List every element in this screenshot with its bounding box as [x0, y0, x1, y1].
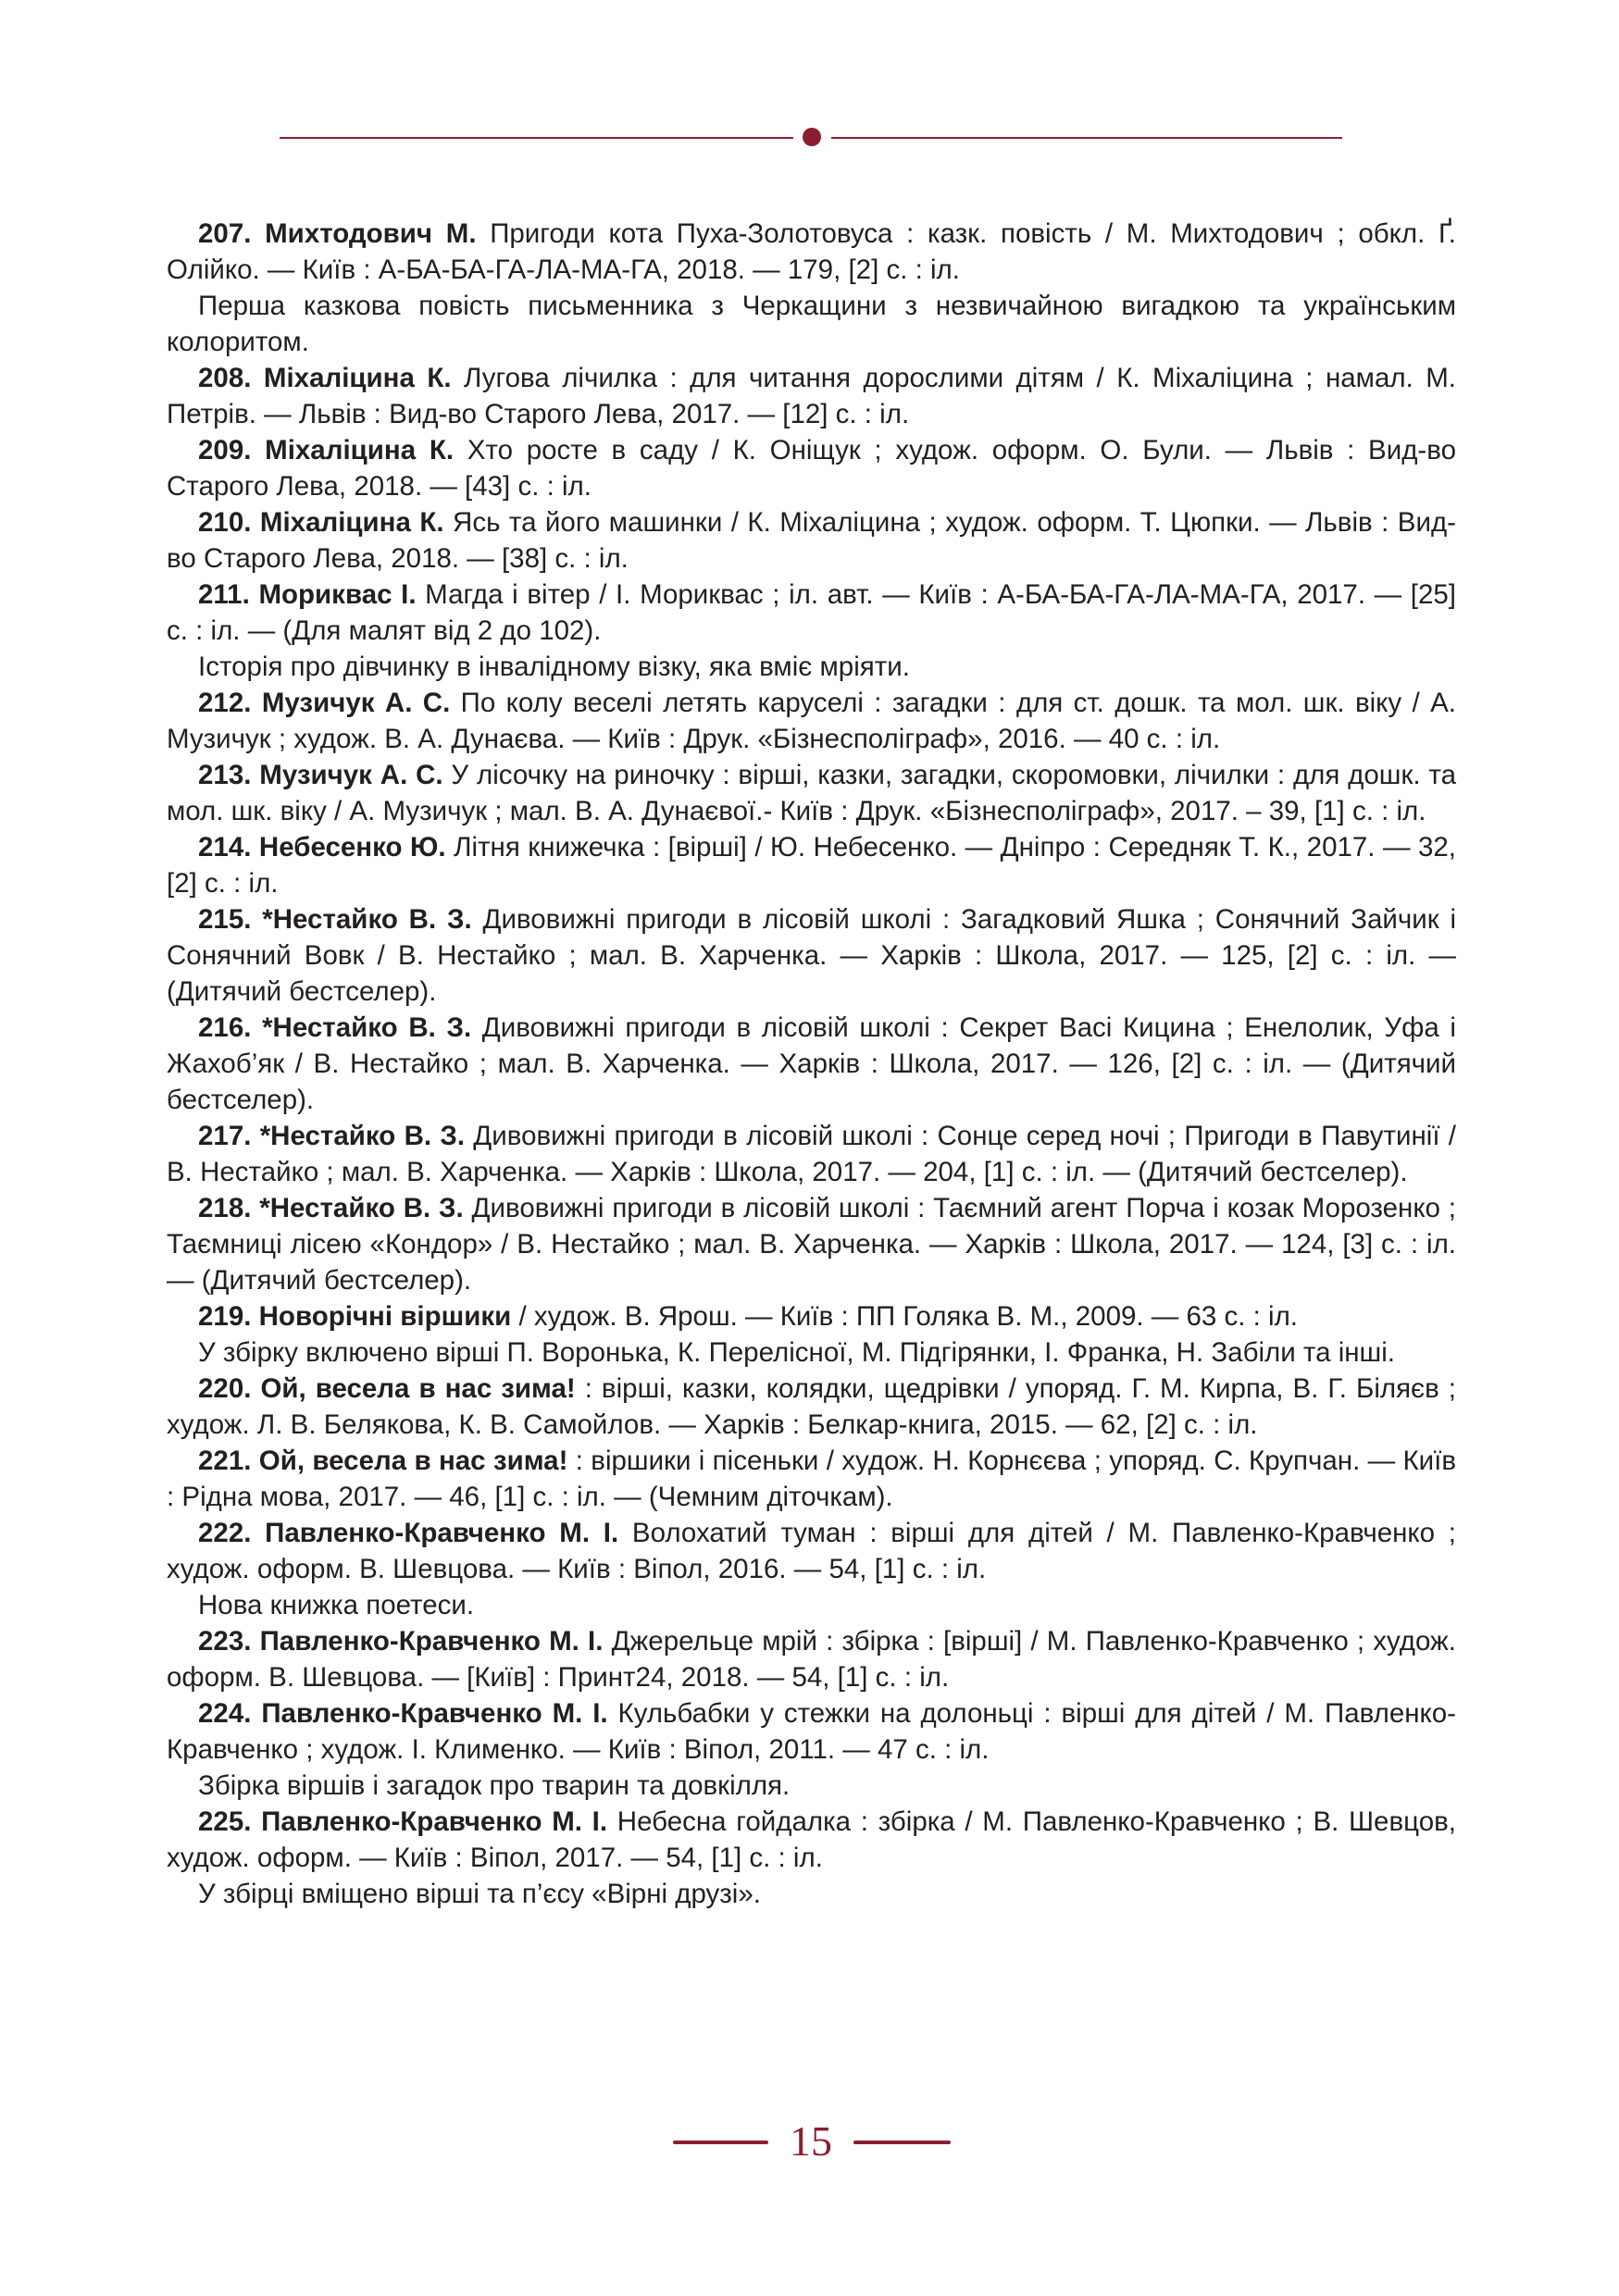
- bibliography-entry: [167, 577, 1456, 685]
- entry-author: *Нестайко В. З.: [262, 1012, 472, 1043]
- entry-author: *Нестайко В. З.: [262, 904, 472, 935]
- entry-description: У лісочку на риночку : вірші, казки, загадки, скоромовки, лічилки : для дошк. та мол. шк. віку / А. Музичук ; мал. В. А. Дунаєвої.- Київ : Друк. «Бізнесполіграф», 2017. – 39, [1] с. : іл.: [167, 760, 1456, 826]
- entry-author: Ой, весела в нас зима!: [258, 1446, 568, 1476]
- entry-heading: [198, 1446, 567, 1476]
- entry-author: Музичук А. С.: [261, 688, 451, 718]
- entry-author: Павленко-Кравченко М. І.: [265, 1518, 619, 1548]
- bibliography-entry: [167, 1443, 1456, 1515]
- footer-rule-right: [853, 2141, 951, 2144]
- entry-heading: [198, 832, 446, 863]
- entry-heading: [198, 435, 454, 465]
- header-rule-right: [831, 137, 1342, 139]
- entry-heading: [198, 1012, 471, 1043]
- entry-heading: [198, 760, 443, 790]
- entry-number: 216.: [198, 1012, 252, 1043]
- entry-number: 208.: [198, 363, 252, 393]
- entry-author: Павленко-Кравченко М. І.: [259, 1626, 604, 1657]
- entry-author: Ой, весела в нас зима!: [260, 1373, 576, 1404]
- entry-annotation: Перша казкова повість письменника з Черкащини з незвичайною вигадкою та українським колоритом.: [167, 291, 1456, 357]
- bibliography-entry: [167, 1623, 1456, 1695]
- entry-description: Дивовижні пригоди в лісовій школі : Таємний агент Порча і козак Морозенко ; Таємниці лісею «Кондор» / В. Нестайко ; мал. В. Харченка. — Харків : Школа, 2017. — 124, [3] с. : іл. — (Дитячий бестселер).: [167, 1193, 1456, 1296]
- entry-heading: [198, 218, 477, 249]
- bibliography-entry: [167, 1515, 1456, 1623]
- entry-description: / худож. В. Ярош. — Київ : ПП Голяка В. М., 2009. — 63 с. : іл.: [511, 1301, 1298, 1332]
- entry-citation: [167, 1371, 1456, 1443]
- entry-description: Небесна гойдалка : збірка / М. Павленко-Кравченко ; В. Шевцов, худож. оформ. — Київ : Віпол, 2017. — 54, [1] с. : іл.: [167, 1806, 1456, 1873]
- entry-citation: [167, 685, 1456, 757]
- entry-number: 212.: [198, 688, 252, 718]
- entry-heading: [198, 1626, 603, 1657]
- entry-number: 217.: [198, 1121, 252, 1151]
- entry-author: Новорічні віршики: [258, 1301, 512, 1332]
- entry-author: Мориквас І.: [258, 579, 417, 610]
- bibliography-entry: [167, 1190, 1456, 1298]
- entry-description: Літня книжечка : [вірші] / Ю. Небесенко. — Дніпро : Середняк Т. К., 2017. — 32, [2] с. : іл.: [167, 832, 1456, 899]
- bibliography-entry: [167, 1118, 1456, 1190]
- entry-number: 222.: [198, 1518, 252, 1548]
- bibliography-entry: [167, 685, 1456, 757]
- entry-citation: [167, 577, 1456, 649]
- entry-author: Небесенко Ю.: [258, 832, 446, 863]
- entry-heading: [198, 1806, 607, 1837]
- entry-citation: [167, 829, 1456, 901]
- entry-heading: [198, 904, 472, 935]
- entry-number: 224.: [198, 1698, 252, 1729]
- entry-author: *Нестайко В. З.: [259, 1193, 464, 1223]
- entry-heading: [198, 579, 417, 610]
- entry-number: 214.: [198, 832, 252, 863]
- entry-author: Музичук А. С.: [259, 760, 443, 790]
- bibliography-entry: [167, 216, 1456, 360]
- entry-number: 219.: [198, 1301, 252, 1332]
- entry-author: Міхаліцина К.: [263, 363, 452, 393]
- entry-description: Ясь та його машинки / К. Міхаліцина ; худож. оформ. Т. Цюпки. — Львів : Вид-во Старого Лева, 2018. — [38] с. : іл.: [167, 507, 1456, 574]
- entry-description: Пригоди кота Пуха-Золотовуса : казк. повість / М. Михтодович ; обкл. Ґ. Олійко. — Київ : А-БА-БА-ГА-ЛА-МА-ГА, 2018. — 179, [2] с. : іл.: [167, 218, 1456, 285]
- entry-citation: [167, 1010, 1456, 1118]
- entry-citation: [167, 1515, 1456, 1587]
- bibliography-list: [167, 216, 1456, 1912]
- entry-citation: [167, 757, 1456, 829]
- entry-description: Дивовижні пригоди в лісовій школі : Секрет Васі Кицина ; Енелолик, Уфа і Жахоб’як / В. Нестайко ; мал. В. Харченка. — Харків : Школа, 2017. — 126, [2] с. : іл. — (Дитячий бестселер).: [167, 1012, 1456, 1115]
- entry-author: *Нестайко В. З.: [259, 1121, 466, 1151]
- entry-citation: [167, 1443, 1456, 1515]
- header-ornament: [280, 136, 1342, 140]
- entry-annotation: У збірку включено вірші П. Воронька, К. Перелісної, М. Підгірянки, І. Франка, Н. Забіли та інші.: [198, 1337, 1395, 1368]
- bibliography-entry: [167, 757, 1456, 829]
- bibliography-entry: [167, 1804, 1456, 1912]
- entry-description: Магда і вітер / І. Мориквас ; іл. авт. — Київ : А-БА-БА-ГА-ЛА-МА-ГА, 2017. — [25] с. : іл. — (Для малят від 2 до 102).: [167, 579, 1456, 646]
- entry-citation: [167, 432, 1456, 504]
- entry-description: Кульбабки у стежки на долоньці : вірші для дітей / М. Павленко-Кравченко ; худож. І. Клименко. — Київ : Віпол, 2011. — 47 с. : іл.: [167, 1698, 1456, 1765]
- entry-annotation: Нова книжка поетеси.: [198, 1590, 475, 1620]
- entry-description: Хто росте в саду / К. Оніщук ; худож. оформ. О. Були. — Львів : Вид-во Старого Лева, 2018. — [43] с. : іл.: [167, 435, 1456, 502]
- entry-number: 215.: [198, 904, 252, 935]
- entry-number: 220.: [198, 1373, 252, 1404]
- entry-author: Михтодович М.: [265, 218, 477, 249]
- entry-heading: [198, 1301, 511, 1332]
- entry-citation: [167, 504, 1456, 577]
- entry-description: Дивовижні пригоди в лісовій школі : Загадковий Яшка ; Сонячний Зайчик і Сонячний Вовк / В. Нестайко ; мал. В. Харченка. — Харків : Школа, 2017. — 125, [2] с. : іл. — (Дитячий бестселер).: [167, 904, 1456, 1007]
- header-dot-ornament: [803, 128, 821, 146]
- entry-description: Дивовижні пригоди в лісовій школі : Сонце серед ночі ; Пригоди в Павутинії / В. Нестайко ; мал. В. Харченка. — Харків : Школа, 2017. — 204, [1] с. : іл. — (Дитячий бестселер).: [167, 1121, 1456, 1187]
- entry-citation: [167, 1695, 1456, 1768]
- bibliography-entry: [167, 901, 1456, 1010]
- entry-heading: [198, 507, 444, 538]
- entry-citation: [167, 1190, 1456, 1298]
- entry-number: 209.: [198, 435, 252, 465]
- entry-heading: [198, 1373, 576, 1404]
- entry-heading: [198, 363, 452, 393]
- entry-number: 207.: [198, 218, 252, 249]
- entry-annotation: Історія про дівчинку в інвалідному візку, яка вміє мріяти.: [198, 652, 910, 682]
- bibliography-entry: [167, 360, 1456, 432]
- page-footer: [0, 2115, 1619, 2170]
- header-rule-left: [280, 137, 793, 139]
- entry-description: Волохатий туман : вірші для дітей / М. Павленко-Кравченко ; худож. оформ. В. Шевцова. — Київ : Віпол, 2016. — 54, [1] с. : іл.: [167, 1518, 1456, 1584]
- entry-number: 211.: [198, 579, 250, 610]
- entry-number: 210.: [198, 507, 252, 538]
- entry-description: Лугова лічилка : для читання дорослими дітям / К. Міхаліцина ; намал. М. Петрів. — Львів : Вид-во Старого Лева, 2017. — [12] с. : іл.: [167, 363, 1456, 429]
- entry-citation: [167, 1298, 1456, 1334]
- entry-author: Павленко-Кравченко М. І.: [261, 1698, 608, 1729]
- entry-description: : віршики і пісеньки / худож. Н. Корнєєва ; упоряд. С. Крупчан. — Київ : Рідна мова, 2017. — 46, [1] с. : іл. — (Чемним діточкам).: [167, 1446, 1457, 1512]
- entry-citation: [167, 360, 1456, 432]
- bibliography-entry: [167, 1371, 1456, 1443]
- entry-number: 221.: [198, 1446, 252, 1476]
- entry-heading: [198, 688, 450, 718]
- entry-number: 213.: [198, 760, 252, 790]
- entry-citation: [167, 216, 1456, 288]
- bibliography-entry: [167, 1298, 1456, 1371]
- bibliography-entry: [167, 829, 1456, 901]
- footer-rule-left: [673, 2141, 768, 2144]
- entry-number: 225.: [198, 1806, 252, 1837]
- entry-heading: [198, 1698, 608, 1729]
- entry-citation: [167, 1804, 1456, 1876]
- entry-heading: [198, 1121, 465, 1151]
- entry-author: Павленко-Кравченко М. І.: [261, 1806, 608, 1837]
- bibliography-entry: [167, 1695, 1456, 1804]
- entry-number: 223.: [198, 1626, 252, 1657]
- entry-description: По колу веселі летять каруселі : загадки : для ст. дошк. та мол. шк. віку / А. Музичук ; худож. В. А. Дунаєва. — Київ : Друк. «Бізнесполіграф», 2016. — 40 с. : іл.: [167, 688, 1456, 754]
- bibliography-entry: [167, 1010, 1456, 1118]
- entry-annotation: Збірка віршів і загадок про тварин та довкілля.: [198, 1770, 791, 1801]
- page-number: 15: [790, 2117, 832, 2165]
- entry-citation: [167, 1623, 1456, 1695]
- entry-heading: [198, 1193, 464, 1223]
- entry-heading: [198, 1518, 618, 1548]
- entry-description: : вірші, казки, колядки, щедрівки / упоряд. Г. М. Кирпа, В. Г. Біляєв ; худож. Л. В. Белякова, К. В. Самойлов. — Харків : Белкар-книга, 2015. — 62, [2] с. : іл.: [167, 1373, 1456, 1440]
- entry-author: Міхаліцина К.: [265, 435, 455, 465]
- entry-annotation: У збірці вміщено вірші та п’єсу «Вірні друзі».: [198, 1879, 761, 1909]
- entry-number: 218.: [198, 1193, 252, 1223]
- bibliography-entry: [167, 432, 1456, 504]
- entry-author: Міхаліцина К.: [259, 507, 444, 538]
- entry-citation: [167, 901, 1456, 1010]
- entry-description: Джерельце мрій : збірка : [вірші] / М. Павленко-Кравченко ; худож. оформ. В. Шевцова. — [Київ] : Принт24, 2018. — 54, [1] с. : іл.: [167, 1626, 1456, 1693]
- bibliography-entry: [167, 504, 1456, 577]
- entry-citation: [167, 1118, 1456, 1190]
